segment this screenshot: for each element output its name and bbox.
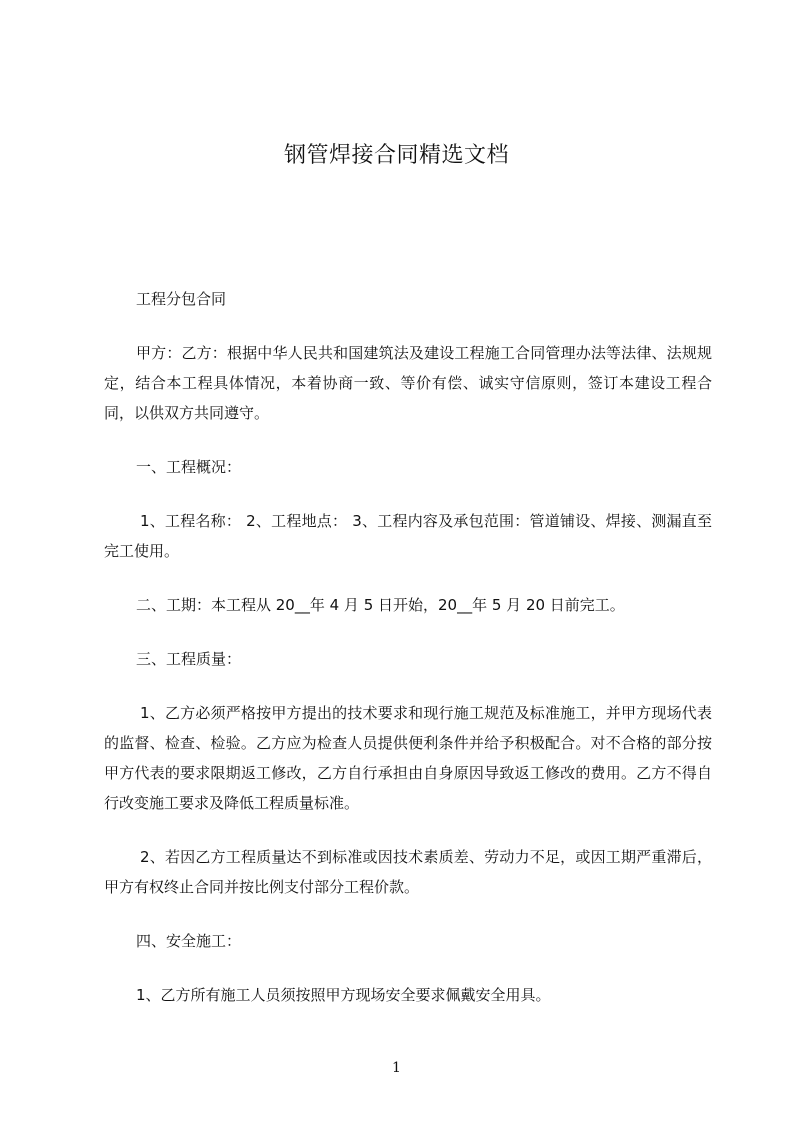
overview-heading: 一、工程概况： — [136, 458, 242, 476]
quality-item-2: 2、若因乙方工程质量达不到标准或因技术素质差、劳动力不足，或因工期严重滞后，甲方有权终止合同并按比例支付部分工程价款。 — [104, 848, 712, 896]
intro-paragraph: 甲方：乙方：根据中华人民共和国建筑法及建设工程施工合同管理办法等法律、法规规定，结合本工程具体情况，本着协商一致、等价有偿、诚实守信原则，签订本建设工程合同，以供双方共同遵守。 — [104, 344, 712, 422]
document-title: 钢管焊接合同精选文档 — [283, 143, 509, 168]
safety-heading: 四、安全施工： — [136, 932, 242, 950]
document-body — [104, 284, 712, 1034]
schedule-paragraph: 二、工期：本工程从 20__年 4 月 5 日开始，20__年 5 月 20 日前完工。 — [136, 596, 625, 614]
safety-item-1: 1、乙方所有施工人员须按照甲方现场安全要求佩戴安全用具。 — [136, 986, 551, 1004]
contract-subtitle: 工程分包合同 — [136, 290, 227, 308]
page-number: 1 — [392, 1060, 401, 1076]
quality-heading: 三、工程质量： — [136, 650, 242, 668]
overview-paragraph: 1、工程名称： 2、工程地点： 3、工程内容及承包范围：管道铺设、焊接、测漏直至完工使用。 — [104, 512, 712, 560]
quality-item-1: 1、乙方必须严格按甲方提出的技术要求和现行施工规范及标准施工，并甲方现场代表的监督、检查、检验。乙方应为检查人员提供便利条件并给予积极配合。对不合格的部分按甲方代表的要求限期返工修改，乙方自行承担由自身原因导致返工修改的费用。乙方不得自行改变施工要求及降低工程质量标准。 — [104, 704, 712, 812]
